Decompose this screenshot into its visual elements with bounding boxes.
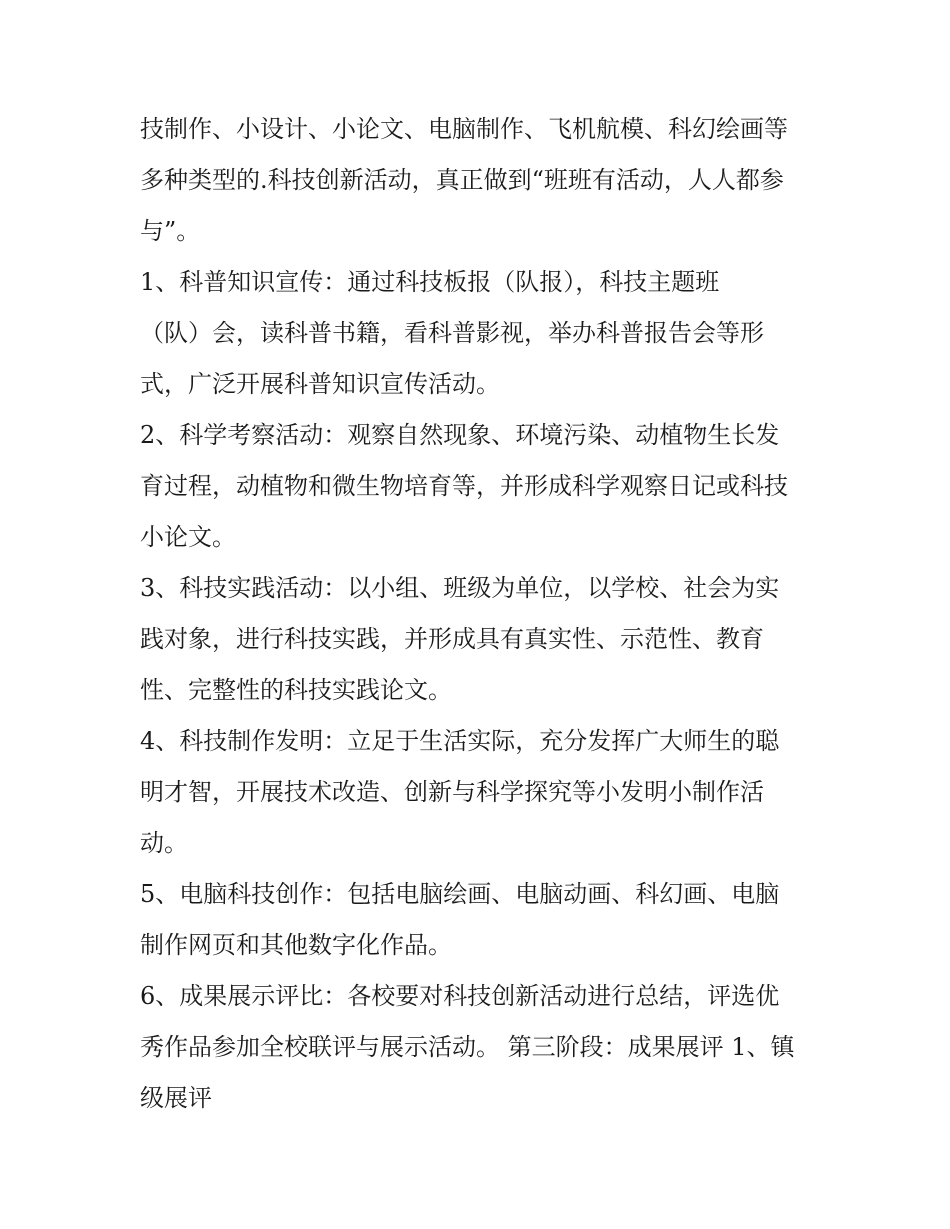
text-line: 育过程，动植物和微生物培育等，并形成科学观察日记或科技 xyxy=(140,472,788,500)
text-line: 式，广泛开展科普知识宣传活动。 xyxy=(140,370,500,398)
text-line: 明才智，开展技术改造、创新与科学探究等小发明小制作活 xyxy=(140,778,764,806)
text-line: 小论文。 xyxy=(140,523,236,551)
text-line: 动。 xyxy=(140,829,188,857)
text-line: 5、电脑科技创作：包括电脑绘画、电脑动画、科幻画、电脑 xyxy=(140,880,780,908)
text-line: 2、科学考察活动：观察自然现象、环境污染、动植物生长发 xyxy=(140,421,780,449)
document-body xyxy=(140,104,820,1124)
text-line: 4、科技制作发明：立足于生活实际，充分发挥广大师生的聪 xyxy=(140,727,780,755)
text-line: 制作网页和其他数字化作品。 xyxy=(140,931,452,959)
text-line: 性、完整性的科技实践论文。 xyxy=(140,676,452,704)
text-line: 技制作、小设计、小论文、电脑制作、飞机航模、科幻绘画等 xyxy=(140,115,788,143)
text-line: 1、科普知识宣传：通过科技板报（队报），科技主题班 xyxy=(140,268,720,296)
text-line: 秀作品参加全校联评与展示活动。 第三阶段：成果展评 1、镇 xyxy=(140,1033,795,1061)
text-line: 践对象，进行科技实践，并形成具有真实性、示范性、教育 xyxy=(140,625,764,653)
text-line: （队）会，读科普书籍，看科普影视，举办科普报告会等形 xyxy=(140,319,764,347)
text-line: 与”。 xyxy=(140,217,201,245)
text-line: 多种类型的.科技创新活动，真正做到“班班有活动，人人都参 xyxy=(140,166,784,194)
text-line: 6、成果展示评比：各校要对科技创新活动进行总结，评选优 xyxy=(140,982,780,1010)
text-line: 3、科技实践活动：以小组、班级为单位，以学校、社会为实 xyxy=(140,574,780,602)
text-line: 级展评 xyxy=(140,1084,212,1112)
